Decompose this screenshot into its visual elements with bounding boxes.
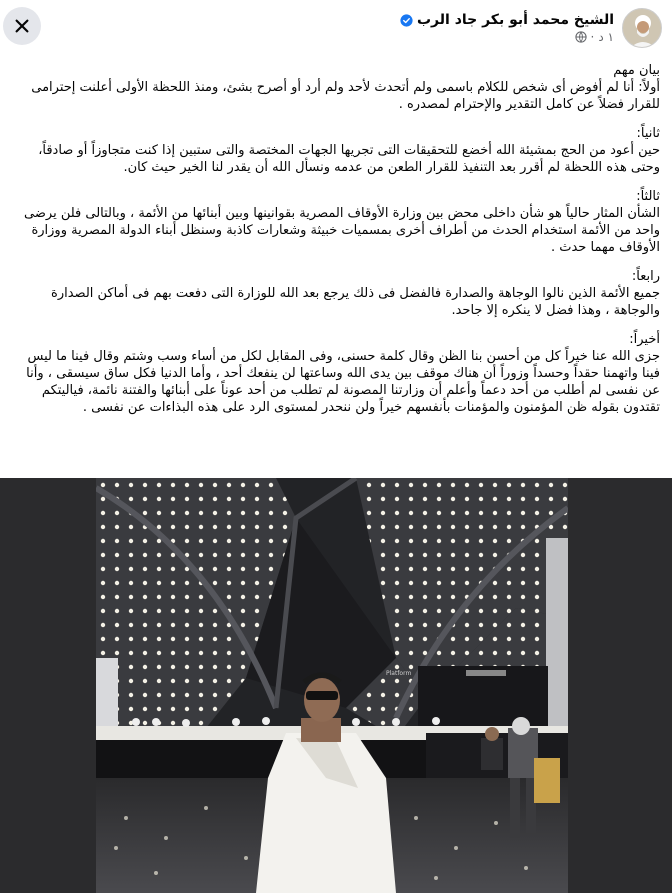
close-button[interactable] [3,7,41,45]
post-paragraph: ثانياً: [636,126,660,141]
post-paragraph: أخيراً: [629,332,660,347]
post-timestamp[interactable]: ١ د [598,30,614,44]
globe-icon[interactable] [575,31,587,43]
post-header [400,6,662,50]
post-paragraph: جزى الله عنا خيراً كل من أحسن بنا الظن وقال كلمة حسنى، وفى المقابل لكل من أساء وسب وشتم وقال فينا ما ليس فينا واتهمنا حقداً وحسداً وزوراً أن هناك موقف بين يدى الله وساعتها لن ينفعك أحد ، وأما الدنيا فكل ساق سيسقى ، وأنا عن نفسى لم أطلب من أحد دعماً وأعلم أن وزارتنا المصونة لم تطلب من أحد عوناً على أبنائها والفتنة نائمة، فياليتكم تقتدون بقوله ظن المؤمنون والمؤمنات بأنفسهم خيراً ولن ننحدر لمستوى الرد على هذه البذاءات عن نفسى . [26,349,660,415]
paragraph-gap [10,256,660,268]
post-paragraph: جميع الأئمة الذين نالوا الوجاهة والصدارة فالفضل فى ذلك يرجع بعد الله للوزارة التى دفعت بهم فى أماكن الصدارة والوجاهة ، وهذا فضل لا ينكره إلا جاحد. [51,286,660,318]
post-paragraph: بيان مهم [613,63,660,78]
post-text [10,62,660,416]
paragraph-gap [10,113,660,125]
platform-sign: Platform [386,670,412,677]
post-photo[interactable] [96,478,568,893]
post-photo-container [0,478,672,893]
post-paragraph: حين أعود من الحج بمشيئة الله أخضع للتحقيقات التى تجريها الجهات المختصة والتى ستبين إذا كنت متجاوزاً أو صادقاً، وحتى هذه اللحظة لم أقرر بعد التنفيذ للقرار الطعن من عدمه ونسأل الله أن يقدر لنا الخير حيث كان. [38,143,660,175]
author-info [400,12,614,44]
paragraph-gap [10,176,660,188]
author-avatar[interactable] [622,8,662,48]
post-paragraph: أولاً: أنا لم أفوض أى شخص للكلام باسمى ولم أتحدث لأحد ولم أرد أو أصرح بشئ، ومنذ اللحظة الأولى أعلنت إحترامى للقرار فضلاً عن كامل التقدير والإحترام لمصدره . [31,80,660,112]
paragraph-gap [10,319,660,331]
close-icon [13,17,31,35]
photo-scene [96,478,568,893]
verified-badge-icon [400,14,413,27]
post-paragraph: الشأن المثار حالياً هو شأن داخلى محض بين وزارة الأوقاف المصرية بقوانينها وبين أبنائها من الأئمة ، وبالتالى فلن يرضى واحد من الأئمة استخدام الحدث من أطراف أخرى بمسميات خبيثة وشعارات كاذبة وسنظل أبناء الدولة المصرية ووزارة الأوقاف مهما حدث . [24,206,660,255]
author-name[interactable]: الشيخ محمد أبو بكر جاد الرب [416,12,614,28]
post-paragraph: رابعاً: [631,269,660,284]
meta-separator: · [590,30,595,44]
post-paragraph: ثالثاً: [636,189,660,204]
